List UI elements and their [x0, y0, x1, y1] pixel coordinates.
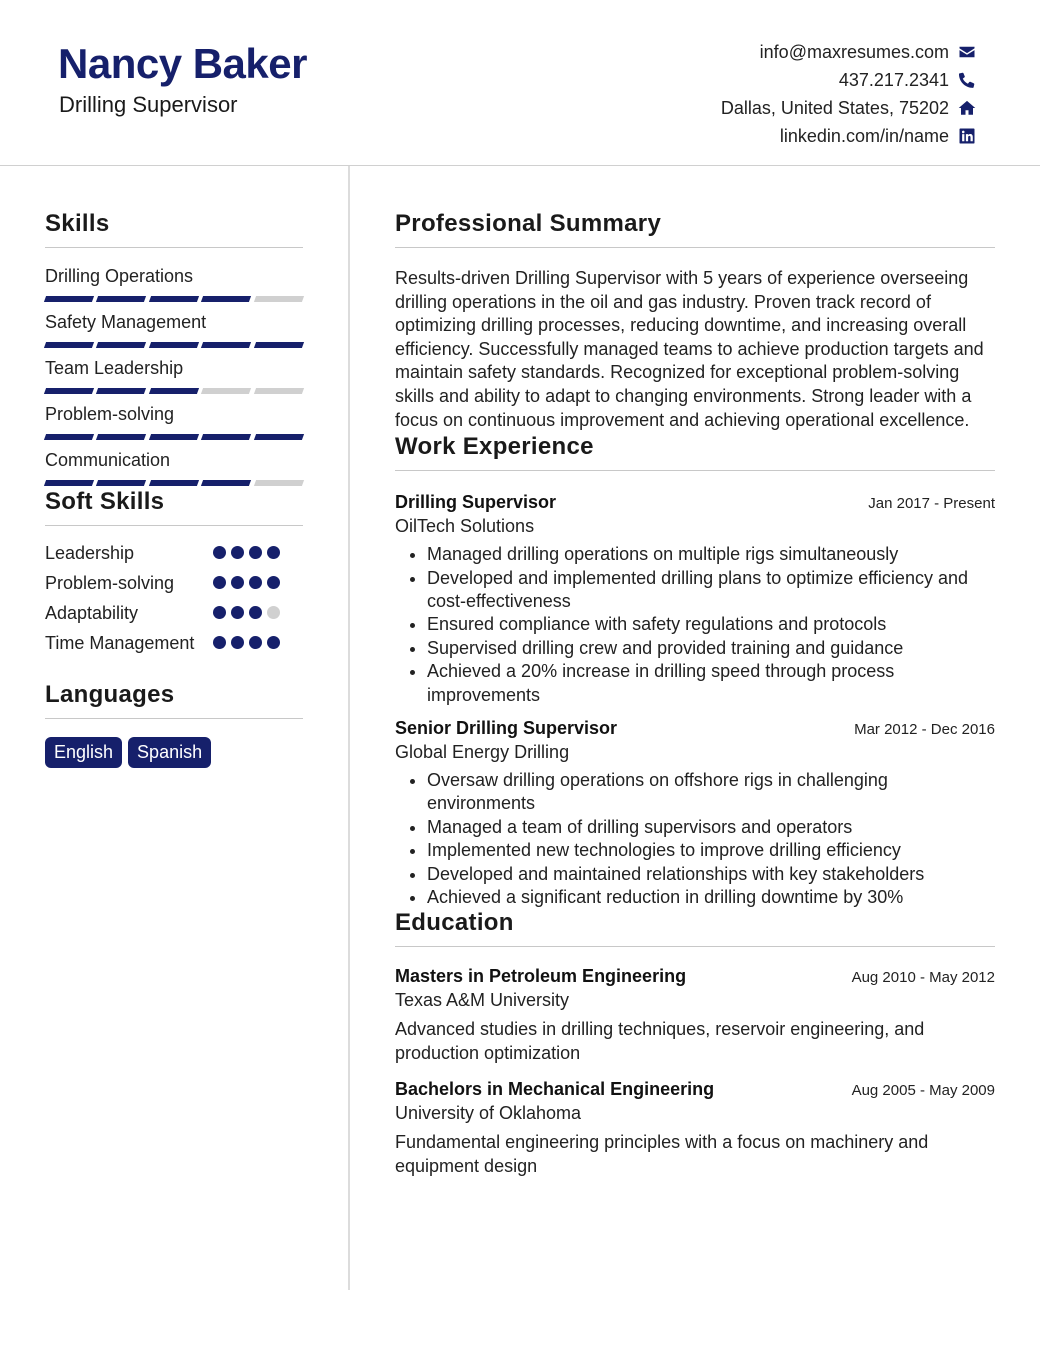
education-description: Fundamental engineering principles with a focus on machinery and equipment design [395, 1132, 929, 1176]
work-bullet: • Implemented new technologies to improve drilling efficiency [427, 839, 995, 862]
education-heading: Education [395, 909, 995, 947]
skill-level-bar [45, 480, 303, 486]
work-bullet: • Developed and maintained relationships with key stakeholders [427, 863, 995, 886]
skill-level-segment [44, 342, 95, 348]
work-bullet: • Supervised drilling crew and provided training and guidance [427, 637, 995, 660]
soft-skill-dot [267, 606, 280, 619]
summary-text: Results-driven Drilling Supervisor with 5 years of experience overseeing drilling operations in the oil and gas industry. Proven track record of optimizing drilling processes, reducing downtime, and increasing overall efficiency. Successfully managed teams to achieve production targets and maintain safety standards. Recognized for exceptional problem-solving skills and ability to adapt to changing environments. Strong leader with a focus on continuous improvement and achieving operational excellence. [395, 268, 984, 430]
skill-level-segment [96, 388, 147, 394]
contact-phone-text: 437.217.2341 [838, 69, 949, 90]
skill-level-bar [45, 434, 303, 440]
work-list [395, 492, 995, 909]
summary-heading: Professional Summary [395, 210, 995, 248]
soft-skill-name: Adaptability [45, 603, 139, 623]
skill-level-segment [201, 388, 252, 394]
work-role: Senior Drilling Supervisor [395, 718, 618, 738]
skill-level-segment [149, 388, 200, 394]
candidate-name: Nancy Baker [58, 40, 307, 87]
work-bullet: • Managed drilling operations on multiple rigs simultaneously [427, 543, 995, 566]
contact-linkedin-text: linkedin.com/in/name [779, 125, 949, 146]
column-divider [348, 166, 350, 1290]
skill-level-segment [201, 296, 252, 302]
work-bullet: • Achieved a 20% increase in drilling speed through process improvements [427, 660, 995, 707]
right-column [395, 210, 995, 1178]
skill-item [45, 312, 303, 348]
contact-linkedin[interactable] [721, 122, 976, 150]
work-entry [395, 492, 995, 707]
contact-address-text: Dallas, United States, 75202 [720, 97, 949, 118]
education-entry [395, 1079, 995, 1178]
left-column [45, 210, 303, 768]
soft-skill-dots [213, 542, 280, 559]
skill-level-segment [254, 342, 305, 348]
soft-skill-dot [213, 576, 226, 589]
soft-skill-dot [249, 636, 262, 649]
soft-skill-name: Time Management [45, 633, 195, 653]
degree-title: Bachelors in Mechanical Engineering [395, 1079, 715, 1100]
soft-skill-dot [231, 576, 244, 589]
home-icon [958, 99, 976, 117]
envelope-icon [958, 43, 976, 61]
soft-skill-name: Leadership [45, 543, 135, 563]
soft-skill-item [45, 632, 303, 685]
skill-level-segment [44, 480, 95, 486]
soft-skill-dot [267, 576, 280, 589]
work-dates: Mar 2012 - Dec 2016 [854, 721, 995, 738]
skill-name: Team Leadership [45, 358, 184, 378]
work-company: Global Energy Drilling [395, 742, 570, 762]
skill-level-segment [254, 434, 305, 440]
soft-skill-dot [213, 636, 226, 649]
soft-skill-name: Problem-solving [45, 573, 175, 593]
skill-level-bar [45, 388, 303, 394]
work-bullet: • Oversaw drilling operations on offshore rigs in challenging environments [427, 769, 995, 816]
degree-title: Masters in Petroleum Engineering [395, 966, 687, 987]
skill-item [45, 404, 303, 440]
resume-header [0, 0, 1040, 166]
work-company: OilTech Solutions [395, 516, 535, 537]
skills-heading: Skills [45, 210, 303, 248]
contact-phone[interactable] [721, 66, 976, 94]
phone-icon [958, 71, 976, 89]
skill-level-segment [149, 434, 200, 440]
soft-skill-item [45, 542, 303, 572]
school-name: University of Oklahoma [395, 1103, 582, 1124]
skill-level-segment [201, 480, 252, 486]
soft-skill-item [45, 572, 303, 602]
soft-skill-dots [213, 632, 280, 649]
soft-skill-dot [249, 606, 262, 619]
skill-item [45, 450, 303, 486]
work-entry-header [395, 718, 995, 739]
skill-name: Problem-solving [45, 404, 175, 424]
contact-email[interactable] [721, 38, 976, 66]
work-bullet: • Achieved a significant reduction in drilling downtime by 30% [427, 886, 995, 909]
education-entry-header [395, 1079, 995, 1100]
soft-skill-dots [213, 602, 280, 619]
languages-heading: Languages [45, 681, 303, 719]
skill-level-segment [254, 296, 305, 302]
soft-skill-dot [231, 606, 244, 619]
soft-skill-dot [249, 546, 262, 559]
skill-level-segment [254, 480, 305, 486]
education-description: Advanced studies in drilling techniques, reservoir engineering, and production optimization [395, 1019, 925, 1063]
skill-level-segment [149, 480, 200, 486]
skill-level-segment [201, 342, 252, 348]
skill-level-bar [45, 296, 303, 302]
contact-address [721, 94, 976, 122]
language-tag: Spanish [128, 737, 211, 768]
candidate-title: Drilling Supervisor [59, 92, 238, 117]
skill-level-segment [96, 342, 147, 348]
soft-skill-dot [213, 546, 226, 559]
work-role: Drilling Supervisor [395, 492, 557, 513]
linkedin-icon [958, 127, 976, 145]
work-dates: Jan 2017 - Present [868, 495, 995, 513]
skill-level-segment [254, 388, 305, 394]
work-heading: Work Experience [395, 433, 995, 471]
education-dates: Aug 2010 - May 2012 [851, 969, 995, 987]
education-entry-header [395, 966, 995, 987]
skill-level-segment [96, 434, 147, 440]
languages-list [45, 737, 303, 768]
soft-skill-dot [213, 606, 226, 619]
skill-item [45, 358, 303, 394]
skill-level-segment [149, 296, 200, 302]
soft-skills-list [45, 542, 303, 685]
work-bullets [395, 543, 995, 707]
work-bullet: • Ensured compliance with safety regulations and protocols [427, 613, 995, 636]
soft-skill-dot [249, 576, 262, 589]
education-entry [395, 966, 995, 1065]
work-entry [395, 718, 995, 909]
school-name: Texas A&M University [395, 990, 570, 1011]
language-tag: English [45, 737, 122, 768]
soft-skill-dot [231, 546, 244, 559]
contact-list [721, 38, 976, 150]
contact-email-text: info@maxresumes.com [759, 41, 949, 62]
skill-level-segment [44, 434, 95, 440]
work-bullets [395, 769, 995, 909]
skill-name: Drilling Operations [45, 266, 194, 286]
skill-level-segment [149, 342, 200, 348]
skill-level-segment [96, 296, 147, 302]
soft-skill-dot [267, 636, 280, 649]
skills-list [45, 266, 303, 486]
skill-item [45, 266, 303, 302]
skill-level-segment [44, 296, 95, 302]
skill-level-segment [201, 434, 252, 440]
work-entry-header [395, 492, 995, 513]
education-list [395, 966, 995, 1178]
work-bullet: • Managed a team of drilling supervisors and operators [427, 816, 995, 839]
skill-name: Communication [45, 450, 171, 470]
soft-skill-dot [231, 636, 244, 649]
skill-level-segment [44, 388, 95, 394]
soft-skills-heading: Soft Skills [45, 488, 303, 526]
work-bullet: • Developed and implemented drilling plans to optimize efficiency and cost-effectiveness [427, 567, 995, 614]
soft-skill-item [45, 602, 303, 632]
soft-skill-dot [267, 546, 280, 559]
skill-level-bar [45, 342, 303, 348]
skill-level-segment [96, 480, 147, 486]
soft-skill-dots [213, 572, 280, 589]
skill-name: Safety Management [45, 312, 207, 332]
education-dates: Aug 2005 - May 2009 [851, 1082, 995, 1100]
